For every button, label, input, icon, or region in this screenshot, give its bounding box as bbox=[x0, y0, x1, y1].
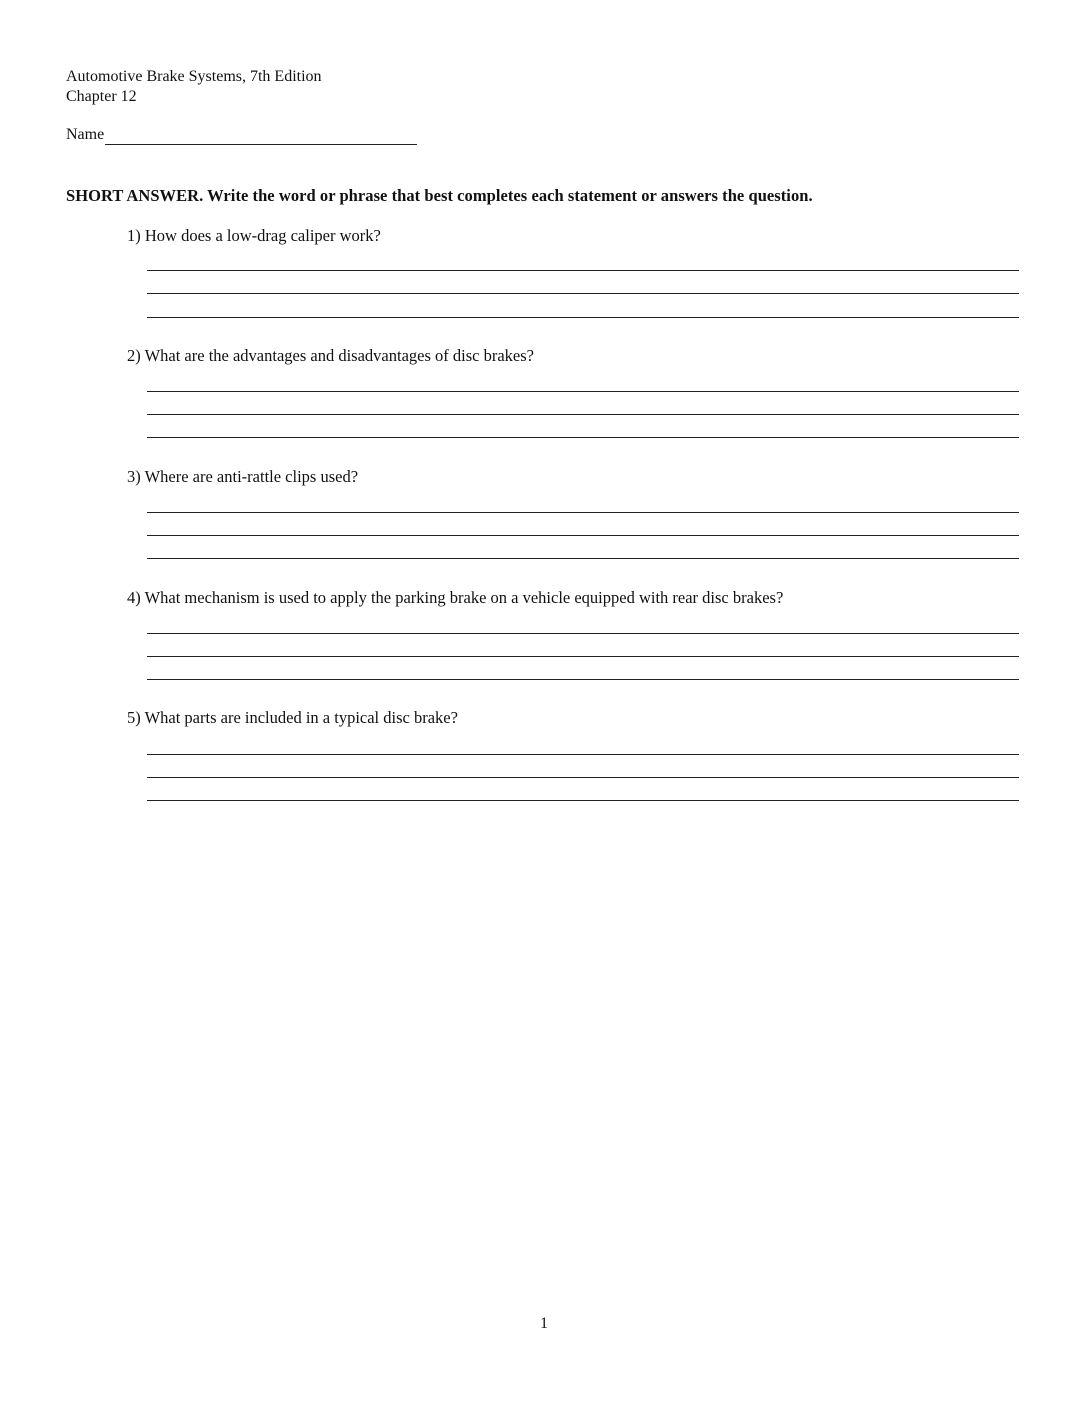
section-instructions: SHORT ANSWER. Write the word or phrase that best completes each statement or answers the question. bbox=[66, 186, 813, 205]
question-block bbox=[127, 225, 1027, 247]
answer-line[interactable] bbox=[147, 437, 1019, 438]
question-text: 2) What are the advantages and disadvantages of disc brakes? bbox=[127, 346, 534, 365]
name-field-row bbox=[66, 125, 417, 145]
answer-line[interactable] bbox=[147, 535, 1019, 536]
name-label: Name bbox=[66, 126, 105, 143]
answer-line[interactable] bbox=[147, 754, 1019, 755]
answer-line[interactable] bbox=[147, 414, 1019, 415]
answer-line[interactable] bbox=[147, 391, 1019, 392]
answer-line[interactable] bbox=[147, 800, 1019, 801]
answer-line[interactable] bbox=[147, 777, 1019, 778]
question-block bbox=[127, 707, 1027, 729]
question-text: 5) What parts are included in a typical disc brake? bbox=[127, 708, 458, 727]
name-field[interactable] bbox=[105, 126, 417, 145]
answer-line[interactable] bbox=[147, 270, 1019, 271]
question-text: 4) What mechanism is used to apply the parking brake on a vehicle equipped with rear disc brakes? bbox=[127, 588, 784, 607]
question-block bbox=[127, 466, 1027, 488]
question-text: 3) Where are anti-rattle clips used? bbox=[127, 467, 359, 486]
question-block bbox=[127, 587, 1027, 609]
answer-line[interactable] bbox=[147, 317, 1019, 318]
page-number: 1 bbox=[540, 1315, 548, 1332]
answer-line[interactable] bbox=[147, 679, 1019, 680]
answer-line[interactable] bbox=[147, 558, 1019, 559]
answer-line[interactable] bbox=[147, 512, 1019, 513]
document-header bbox=[66, 67, 322, 107]
question-block bbox=[127, 345, 1027, 367]
answer-line[interactable] bbox=[147, 293, 1019, 294]
chapter-label: Chapter 12 bbox=[66, 88, 137, 105]
book-title: Automotive Brake Systems, 7th Edition bbox=[66, 68, 322, 85]
question-text: 1) How does a low-drag caliper work? bbox=[127, 226, 381, 245]
answer-line[interactable] bbox=[147, 656, 1019, 657]
answer-line[interactable] bbox=[147, 633, 1019, 634]
